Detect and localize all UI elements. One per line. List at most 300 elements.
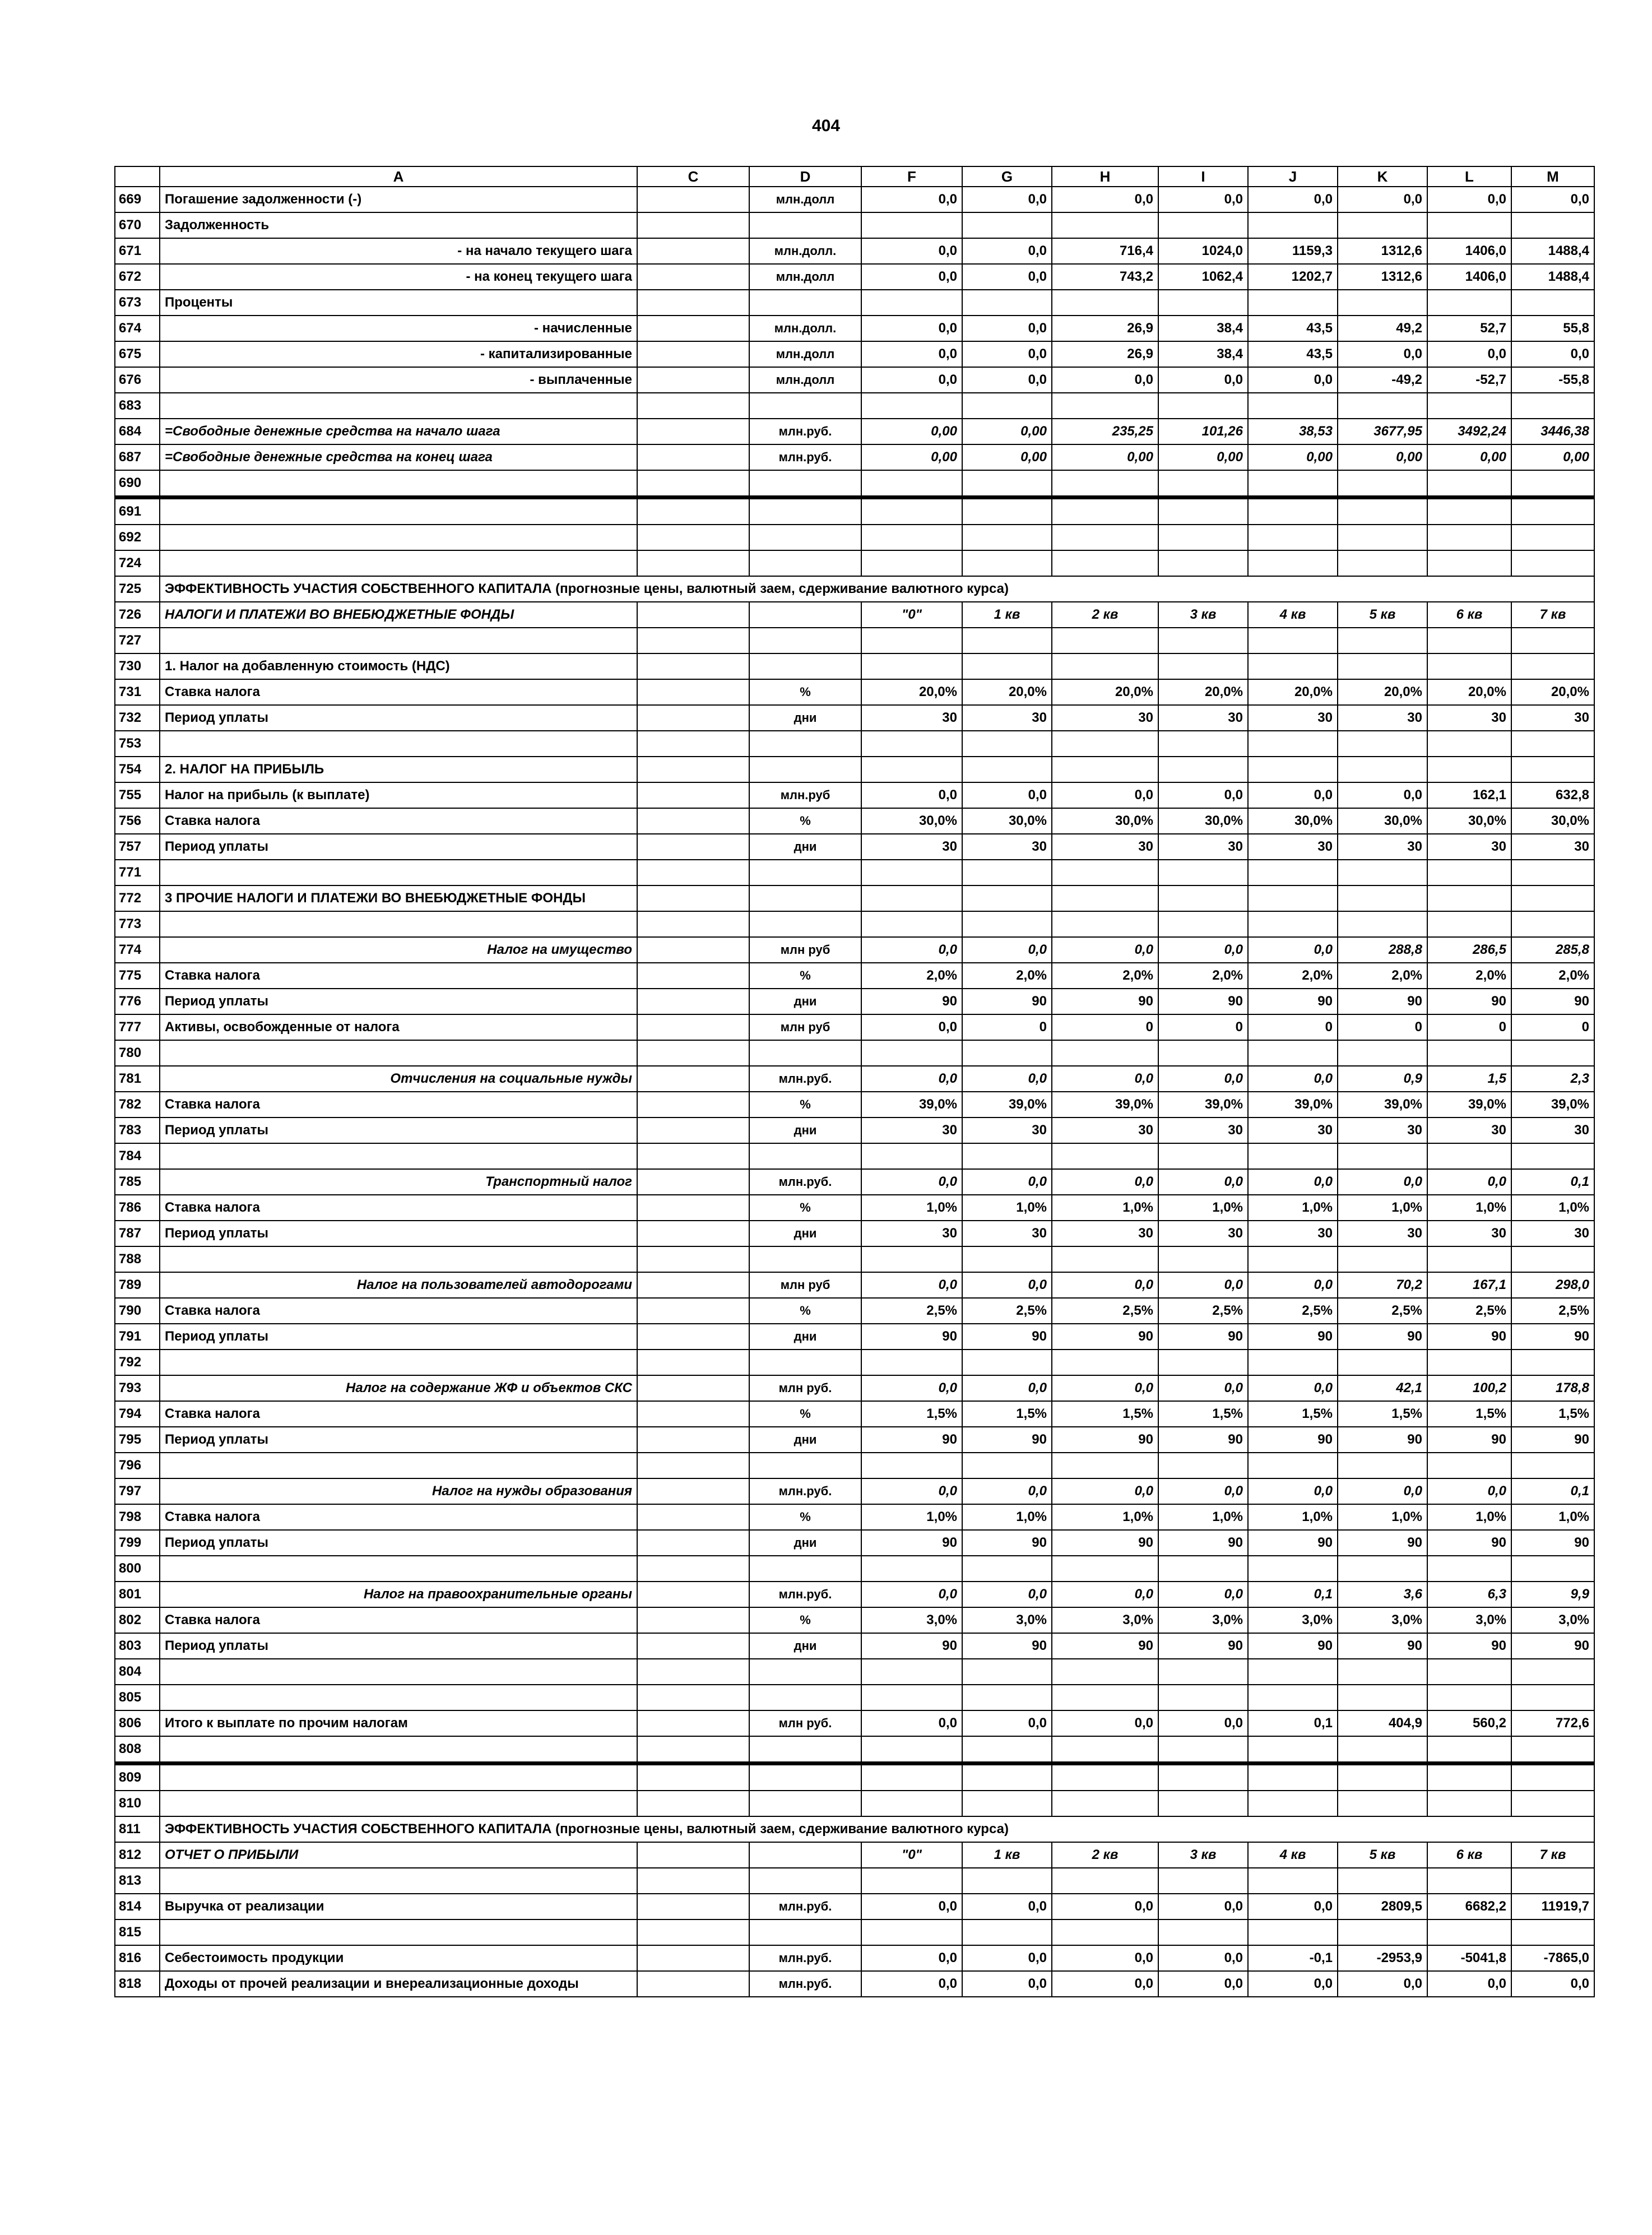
table-row	[115, 1530, 1594, 1556]
cell-c	[637, 550, 749, 576]
value-cell: 0,0	[962, 238, 1052, 264]
value-cell	[1158, 1453, 1248, 1478]
cell-c	[637, 782, 749, 808]
unit-cell: млн.руб.	[749, 444, 861, 470]
row-label: Ставка налога	[160, 1607, 637, 1633]
row-number: 773	[115, 911, 160, 937]
value-cell: 38,4	[1158, 341, 1248, 367]
value-cell	[1248, 911, 1338, 937]
unit-cell	[749, 1453, 861, 1478]
row-number: 732	[115, 705, 160, 731]
value-cell: 2,5%	[1427, 1298, 1511, 1324]
table-row	[115, 1659, 1594, 1685]
row-label: Себестоимость продукции	[160, 1945, 637, 1971]
value-cell: 4 кв	[1248, 1842, 1338, 1868]
value-cell	[962, 498, 1052, 525]
value-cell: 30	[962, 1118, 1052, 1143]
value-cell: -2953,9	[1338, 1945, 1427, 1971]
value-cell	[962, 860, 1052, 885]
value-cell: 1159,3	[1248, 238, 1338, 264]
value-cell: 30	[861, 834, 962, 860]
value-cell: 30	[1052, 834, 1158, 860]
row-number: 810	[115, 1791, 160, 1816]
value-cell: 0	[962, 1014, 1052, 1040]
value-cell	[1158, 393, 1248, 419]
value-cell: 1,0%	[1338, 1504, 1427, 1530]
cell-c	[637, 316, 749, 341]
value-cell	[1052, 885, 1158, 911]
value-cell	[962, 731, 1052, 757]
row-number: 669	[115, 187, 160, 212]
value-cell	[1511, 1791, 1594, 1816]
table-row	[115, 1764, 1594, 1791]
value-cell: 162,1	[1427, 782, 1511, 808]
value-cell: -0,1	[1248, 1945, 1338, 1971]
value-cell: 3 кв	[1158, 1842, 1248, 1868]
value-cell	[962, 911, 1052, 937]
column-header	[115, 166, 160, 187]
value-cell: 90	[1248, 989, 1338, 1014]
value-cell: 2 кв	[1052, 602, 1158, 628]
value-cell	[1248, 1791, 1338, 1816]
value-cell	[1052, 860, 1158, 885]
value-cell: 0,0	[861, 1945, 962, 1971]
row-label: Ставка налога	[160, 963, 637, 989]
value-cell: 0,0	[962, 264, 1052, 290]
value-cell	[1158, 885, 1248, 911]
value-cell	[1338, 1659, 1427, 1685]
table-row	[115, 1842, 1594, 1868]
cell-c	[637, 1504, 749, 1530]
value-cell: 90	[962, 1324, 1052, 1350]
unit-cell: дни	[749, 1427, 861, 1453]
value-cell	[1052, 1868, 1158, 1894]
value-cell: 90	[962, 989, 1052, 1014]
row-number: 727	[115, 628, 160, 653]
unit-cell: млн руб.	[749, 1710, 861, 1736]
unit-cell: %	[749, 963, 861, 989]
value-cell: "0"	[861, 602, 962, 628]
cell-c	[637, 1685, 749, 1710]
row-number: 731	[115, 679, 160, 705]
value-cell	[1052, 212, 1158, 238]
table-row	[115, 602, 1594, 628]
value-cell: 0,1	[1511, 1478, 1594, 1504]
value-cell: 30	[1248, 834, 1338, 860]
value-cell	[1052, 1453, 1158, 1478]
row-number: 818	[115, 1971, 160, 1997]
value-cell: 30,0%	[1338, 808, 1427, 834]
cell-c	[637, 1221, 749, 1246]
value-cell	[1158, 1919, 1248, 1945]
value-cell	[1427, 1736, 1511, 1764]
row-number: 808	[115, 1736, 160, 1764]
value-cell: 0,0	[1248, 1478, 1338, 1504]
cell-c	[637, 525, 749, 550]
value-cell: 0,0	[1338, 1169, 1427, 1195]
row-number: 674	[115, 316, 160, 341]
unit-cell: %	[749, 679, 861, 705]
value-cell: 90	[1511, 989, 1594, 1014]
row-label	[160, 1040, 637, 1066]
value-cell: 26,9	[1052, 341, 1158, 367]
table-row	[115, 290, 1594, 316]
cell-c	[637, 341, 749, 367]
value-cell: 0,0	[1158, 1582, 1248, 1607]
row-number: 675	[115, 341, 160, 367]
value-cell: 90	[1427, 1427, 1511, 1453]
value-cell	[1511, 393, 1594, 419]
column-header-row	[115, 166, 1594, 187]
row-number: 756	[115, 808, 160, 834]
value-cell: 39,0%	[1158, 1092, 1248, 1118]
value-cell	[1427, 1556, 1511, 1582]
value-cell: 3,0%	[1158, 1607, 1248, 1633]
value-cell	[1158, 653, 1248, 679]
value-cell: 30,0%	[1511, 808, 1594, 834]
value-cell: 43,5	[1248, 341, 1338, 367]
value-cell: 0,0	[962, 1375, 1052, 1401]
value-cell	[1052, 1040, 1158, 1066]
value-cell: 0,0	[1052, 782, 1158, 808]
table-row	[115, 989, 1594, 1014]
column-header: I	[1158, 166, 1248, 187]
value-cell: 1,0%	[861, 1504, 962, 1530]
row-number: 788	[115, 1246, 160, 1272]
value-cell: 90	[1427, 989, 1511, 1014]
value-cell	[1052, 757, 1158, 782]
value-cell	[1511, 1919, 1594, 1945]
unit-cell: дни	[749, 1324, 861, 1350]
value-cell: 1,5	[1427, 1066, 1511, 1092]
value-cell	[1158, 1143, 1248, 1169]
value-cell: 0,0	[1052, 1066, 1158, 1092]
value-cell: 632,8	[1511, 782, 1594, 808]
value-cell: 0,0	[962, 1945, 1052, 1971]
value-cell: 0,0	[1158, 1272, 1248, 1298]
value-cell: 30	[1511, 1221, 1594, 1246]
value-cell: 560,2	[1427, 1710, 1511, 1736]
value-cell: 2,5%	[1511, 1298, 1594, 1324]
value-cell: 38,4	[1158, 316, 1248, 341]
unit-cell: млн.руб.	[749, 1582, 861, 1607]
value-cell: 0,0	[1158, 1375, 1248, 1401]
value-cell: 0	[1158, 1014, 1248, 1040]
table-row	[115, 419, 1594, 444]
value-cell	[861, 470, 962, 498]
value-cell: 55,8	[1511, 316, 1594, 341]
value-cell	[1248, 1685, 1338, 1710]
value-cell: 0,0	[962, 1582, 1052, 1607]
value-cell	[1248, 470, 1338, 498]
value-cell: 30	[1511, 834, 1594, 860]
unit-cell: %	[749, 1607, 861, 1633]
value-cell: 0,0	[1427, 341, 1511, 367]
value-cell: 70,2	[1338, 1272, 1427, 1298]
value-cell	[1338, 1764, 1427, 1791]
unit-cell	[749, 498, 861, 525]
value-cell	[1427, 290, 1511, 316]
value-cell: 6,3	[1427, 1582, 1511, 1607]
value-cell: 30	[1427, 705, 1511, 731]
row-number: 784	[115, 1143, 160, 1169]
unit-cell: %	[749, 1298, 861, 1324]
value-cell	[1248, 731, 1338, 757]
value-cell: 2,0%	[861, 963, 962, 989]
value-cell	[1052, 1659, 1158, 1685]
value-cell: 6 кв	[1427, 1842, 1511, 1868]
unit-cell	[749, 1868, 861, 1894]
cell-c	[637, 1945, 749, 1971]
value-cell: 39,0%	[1511, 1092, 1594, 1118]
row-number: 791	[115, 1324, 160, 1350]
table-row	[115, 782, 1594, 808]
column-header: H	[1052, 166, 1158, 187]
cell-c	[637, 1530, 749, 1556]
column-header: F	[861, 166, 962, 187]
table-row	[115, 187, 1594, 212]
value-cell	[962, 393, 1052, 419]
table-row	[115, 1169, 1594, 1195]
value-cell: 0,00	[861, 444, 962, 470]
value-cell: 30,0%	[1052, 808, 1158, 834]
value-cell: 30	[1338, 705, 1427, 731]
table-row	[115, 757, 1594, 782]
row-label	[160, 1350, 637, 1375]
unit-cell	[749, 653, 861, 679]
row-label: Период уплаты	[160, 1427, 637, 1453]
cell-c	[637, 1868, 749, 1894]
value-cell: 288,8	[1338, 937, 1427, 963]
table-row	[115, 393, 1594, 419]
value-cell: 6 кв	[1427, 602, 1511, 628]
value-cell: 0,0	[861, 1375, 962, 1401]
value-cell	[1158, 911, 1248, 937]
value-cell: 38,53	[1248, 419, 1338, 444]
value-cell: 90	[1158, 1633, 1248, 1659]
column-header: A	[160, 166, 637, 187]
row-number: 780	[115, 1040, 160, 1066]
value-cell: 0	[1511, 1014, 1594, 1040]
row-number: 799	[115, 1530, 160, 1556]
row-label	[160, 1736, 637, 1764]
row-number: 783	[115, 1118, 160, 1143]
table-row	[115, 1092, 1594, 1118]
value-cell	[1511, 731, 1594, 757]
value-cell: 1,5%	[1427, 1401, 1511, 1427]
value-cell: 1488,4	[1511, 264, 1594, 290]
value-cell: 20,0%	[962, 679, 1052, 705]
value-cell	[1158, 1736, 1248, 1764]
value-cell	[1338, 1453, 1427, 1478]
value-cell: 0,00	[1248, 444, 1338, 470]
page-number: 404	[811, 117, 841, 135]
row-number: 798	[115, 1504, 160, 1530]
value-cell: 30	[861, 1118, 962, 1143]
table-row	[115, 1221, 1594, 1246]
row-number: 683	[115, 393, 160, 419]
table-row	[115, 1040, 1594, 1066]
value-cell: "0"	[861, 1842, 962, 1868]
value-cell	[962, 885, 1052, 911]
table-row	[115, 1504, 1594, 1530]
value-cell: 2809,5	[1338, 1894, 1427, 1919]
table-row	[115, 1791, 1594, 1816]
value-cell: 0,0	[1248, 1272, 1338, 1298]
value-cell: 0,0	[1511, 341, 1594, 367]
table-row	[115, 963, 1594, 989]
value-cell: 90	[1158, 1427, 1248, 1453]
value-cell: 30	[1052, 705, 1158, 731]
value-cell: 30,0%	[1158, 808, 1248, 834]
value-cell	[1427, 498, 1511, 525]
value-cell: 11919,7	[1511, 1894, 1594, 1919]
row-number: 781	[115, 1066, 160, 1092]
value-cell	[861, 1350, 962, 1375]
unit-cell	[749, 1919, 861, 1945]
value-cell: 90	[1248, 1530, 1338, 1556]
row-label: Итого к выплате по прочим налогам	[160, 1710, 637, 1736]
value-cell: 90	[1427, 1530, 1511, 1556]
value-cell: 743,2	[1052, 264, 1158, 290]
unit-cell	[749, 1764, 861, 1791]
row-number: 673	[115, 290, 160, 316]
unit-cell: млн.руб.	[749, 1478, 861, 1504]
value-cell	[1052, 525, 1158, 550]
table-row	[115, 1919, 1594, 1945]
table-row	[115, 550, 1594, 576]
cell-c	[637, 731, 749, 757]
row-label: Проценты	[160, 290, 637, 316]
value-cell: 30	[861, 705, 962, 731]
value-cell: 101,26	[1158, 419, 1248, 444]
value-cell: 2,0%	[962, 963, 1052, 989]
table-row	[115, 238, 1594, 264]
value-cell	[1248, 860, 1338, 885]
value-cell	[1338, 1791, 1427, 1816]
value-cell: 0,0	[1158, 1710, 1248, 1736]
value-cell: 0,0	[962, 1169, 1052, 1195]
value-cell	[1248, 1040, 1338, 1066]
row-label	[160, 498, 637, 525]
value-cell	[1338, 525, 1427, 550]
cell-c	[637, 1092, 749, 1118]
value-cell	[1248, 1764, 1338, 1791]
row-label: Период уплаты	[160, 1118, 637, 1143]
unit-cell	[749, 602, 861, 628]
value-cell: 30,0%	[1427, 808, 1511, 834]
row-label: Налог на содержание ЖФ и объектов СКС	[160, 1375, 637, 1401]
value-cell: 0,0	[1338, 187, 1427, 212]
value-cell: 0	[1052, 1014, 1158, 1040]
value-cell: 0,0	[962, 1272, 1052, 1298]
value-cell: 1312,6	[1338, 238, 1427, 264]
value-cell: 90	[1511, 1427, 1594, 1453]
table-row	[115, 1453, 1594, 1478]
value-cell	[1158, 1659, 1248, 1685]
value-cell	[1511, 1143, 1594, 1169]
value-cell: 39,0%	[1338, 1092, 1427, 1118]
value-cell	[1338, 653, 1427, 679]
value-cell: 1,5%	[1052, 1401, 1158, 1427]
cell-c	[637, 1066, 749, 1092]
table-row	[115, 1607, 1594, 1633]
row-number: 794	[115, 1401, 160, 1427]
table-row	[115, 1556, 1594, 1582]
cell-c	[637, 757, 749, 782]
value-cell: 0,1	[1248, 1582, 1338, 1607]
value-cell: -49,2	[1338, 367, 1427, 393]
value-cell: 90	[1338, 1324, 1427, 1350]
value-cell	[1052, 731, 1158, 757]
table-row	[115, 1478, 1594, 1504]
value-cell: 90	[1052, 989, 1158, 1014]
value-cell: -55,8	[1511, 367, 1594, 393]
value-cell	[1338, 1556, 1427, 1582]
value-cell	[1158, 628, 1248, 653]
value-cell: 0	[1427, 1014, 1511, 1040]
value-cell: 5 кв	[1338, 602, 1427, 628]
value-cell: 2,5%	[1052, 1298, 1158, 1324]
cell-c	[637, 1659, 749, 1685]
value-cell	[1052, 653, 1158, 679]
row-number: 670	[115, 212, 160, 238]
table-row	[115, 1298, 1594, 1324]
row-number: 801	[115, 1582, 160, 1607]
value-cell: 2,3	[1511, 1066, 1594, 1092]
value-cell: 1,0%	[962, 1504, 1052, 1530]
row-number: 809	[115, 1764, 160, 1791]
value-cell	[962, 628, 1052, 653]
value-cell	[1052, 470, 1158, 498]
value-cell	[1338, 470, 1427, 498]
value-cell: -52,7	[1427, 367, 1511, 393]
value-cell: 178,8	[1511, 1375, 1594, 1401]
value-cell: 3492,24	[1427, 419, 1511, 444]
row-label	[160, 731, 637, 757]
value-cell: 0,0	[962, 1971, 1052, 1997]
row-label: Отчисления на социальные нужды	[160, 1066, 637, 1092]
value-cell	[1511, 1350, 1594, 1375]
cell-c	[637, 1791, 749, 1816]
value-cell	[1158, 498, 1248, 525]
unit-cell	[749, 1685, 861, 1710]
value-cell	[1338, 1350, 1427, 1375]
value-cell: 0,1	[1511, 1169, 1594, 1195]
value-cell: 1,0%	[861, 1195, 962, 1221]
unit-cell: млн руб	[749, 1272, 861, 1298]
value-cell	[1248, 1659, 1338, 1685]
cell-c	[637, 1246, 749, 1272]
value-cell	[962, 212, 1052, 238]
value-cell: 90	[962, 1633, 1052, 1659]
row-label: Налог на нужды образования	[160, 1478, 637, 1504]
value-cell: 0,0	[861, 264, 962, 290]
value-cell	[1158, 757, 1248, 782]
cell-c	[637, 1324, 749, 1350]
value-cell	[1511, 1736, 1594, 1764]
value-cell: 0,0	[1248, 1066, 1338, 1092]
value-cell: 90	[1052, 1530, 1158, 1556]
value-cell: 1,0%	[1511, 1195, 1594, 1221]
value-cell	[1158, 1685, 1248, 1710]
value-cell	[1052, 911, 1158, 937]
value-cell: 30	[1338, 1118, 1427, 1143]
value-cell: 0,0	[1427, 1971, 1511, 1997]
value-cell: 30	[1158, 834, 1248, 860]
row-number: 730	[115, 653, 160, 679]
value-cell: 167,1	[1427, 1272, 1511, 1298]
